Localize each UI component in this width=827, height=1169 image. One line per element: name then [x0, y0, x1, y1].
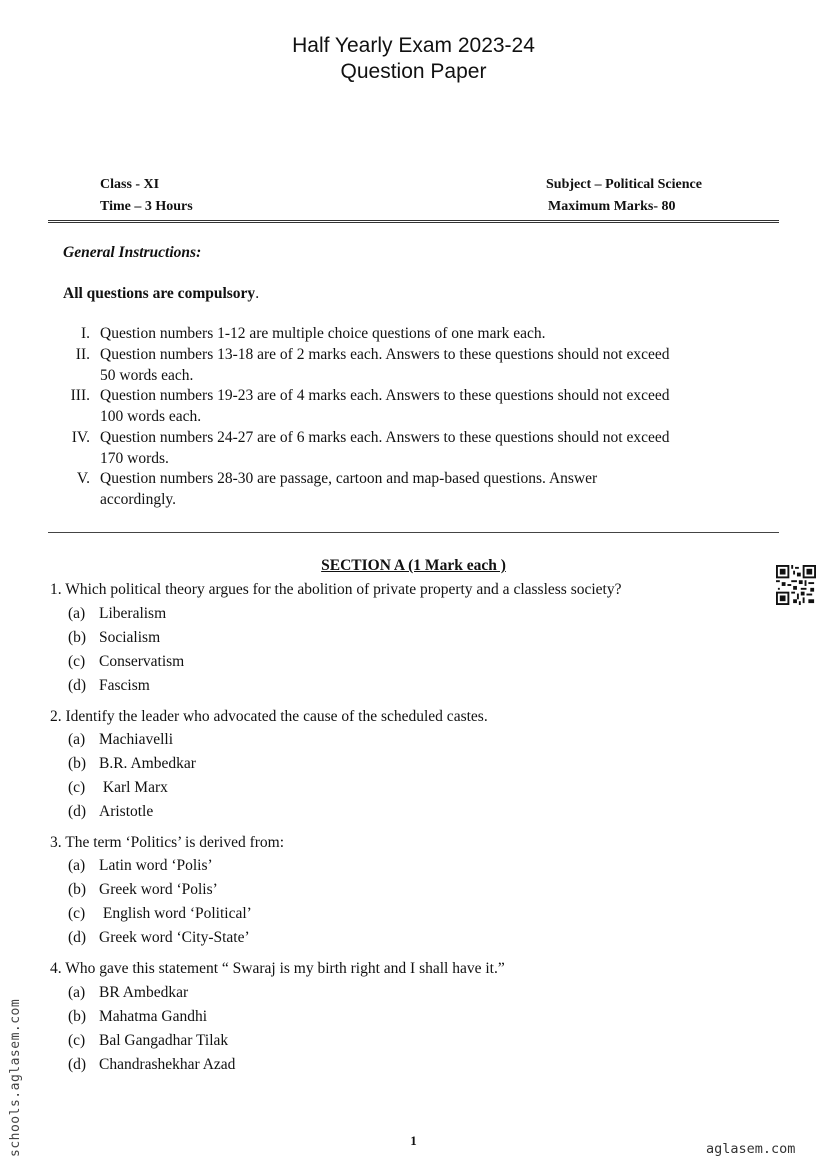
- option-text: B.R. Ambedkar: [99, 755, 196, 772]
- option-text: Bal Gangadhar Tilak: [99, 1032, 229, 1049]
- option: [68, 777, 168, 799]
- qr-code-icon: [776, 565, 816, 605]
- instruction-number: I.: [80, 325, 90, 342]
- option-text: English word ‘Political’: [99, 905, 252, 922]
- option-label: (b): [68, 629, 87, 646]
- option-label: (d): [68, 929, 87, 946]
- question-3: [50, 832, 770, 854]
- option: [68, 675, 150, 697]
- instruction-number: V.: [76, 470, 90, 487]
- instruction-text: accordingly.: [100, 491, 177, 508]
- page-number: 1: [410, 1133, 417, 1148]
- question-number: 4.: [50, 960, 62, 977]
- section-heading: SECTION A (1 Mark each ): [321, 557, 506, 574]
- title-line-1: Half Yearly Exam 2023-24: [292, 34, 535, 57]
- compulsory-note: [63, 285, 259, 303]
- option-text: BR Ambedkar: [99, 984, 189, 1001]
- option-text: Greek word ‘City-State’: [99, 929, 250, 946]
- option-text: Aristotle: [99, 803, 154, 820]
- option-label: (d): [68, 1056, 87, 1073]
- compulsory-bold: All questions are compulsory: [63, 285, 256, 302]
- instruction-number: III.: [70, 387, 90, 404]
- option-label: (a): [68, 984, 86, 1001]
- option: [68, 753, 196, 775]
- option-label: (b): [68, 1008, 87, 1025]
- option: [68, 927, 250, 949]
- class-label: Class - XI: [100, 177, 160, 192]
- compulsory-end: .: [255, 285, 260, 302]
- option-text: Greek word ‘Polis’: [99, 881, 218, 898]
- question-text: Which political theory argues for the abolition of private property and a classless society?: [65, 581, 622, 598]
- option-text: Mahatma Gandhi: [99, 1008, 208, 1025]
- instruction-text: 170 words.: [100, 450, 169, 467]
- time-label: Time – 3 Hours: [100, 199, 193, 214]
- option-label: (d): [68, 803, 87, 820]
- option: [68, 982, 188, 1004]
- question-number: 2.: [50, 708, 62, 725]
- option-text: Liberalism: [99, 605, 167, 622]
- instruction-text: Question numbers 28-30 are passage, cartoon and map-based questions. Answer: [100, 470, 598, 487]
- option: [68, 879, 218, 901]
- instruction-number: IV.: [71, 429, 90, 446]
- option-label: (a): [68, 605, 86, 622]
- max-marks-label: Maximum Marks- 80: [548, 199, 676, 214]
- option-label: (c): [68, 779, 86, 796]
- instruction-text: Question numbers 13-18 are of 2 marks each. Answers to these questions should not exceed: [100, 346, 670, 363]
- instructions-heading: General Instructions:: [63, 244, 202, 261]
- option: [68, 801, 153, 823]
- option-text: Conservatism: [99, 653, 185, 670]
- instructions-divider: [48, 532, 779, 533]
- option: [68, 603, 166, 625]
- question-text: Identify the leader who advocated the cause of the scheduled castes.: [65, 708, 488, 725]
- option-text: Chandrashekhar Azad: [99, 1056, 236, 1073]
- instruction-text: 50 words each.: [100, 367, 194, 384]
- instruction-text: Question numbers 19-23 are of 4 marks each. Answers to these questions should not exceed: [100, 387, 670, 404]
- instruction-number: II.: [75, 346, 90, 363]
- instruction-item: [60, 427, 780, 469]
- option-text: Karl Marx: [99, 779, 168, 796]
- title-line-2: Question Paper: [340, 60, 487, 83]
- option: [68, 729, 173, 751]
- option-label: (c): [68, 653, 86, 670]
- option-label: (a): [68, 857, 86, 874]
- option-text: Fascism: [99, 677, 150, 694]
- question-number: 1.: [50, 581, 62, 598]
- option-text: Socialism: [99, 629, 161, 646]
- question-1: [50, 579, 770, 601]
- option-label: (b): [68, 881, 87, 898]
- option: [68, 627, 160, 649]
- header-divider: [48, 220, 779, 223]
- option: [68, 903, 252, 925]
- watermark-left: schools.aglasem.com: [8, 998, 23, 1157]
- instruction-item: [60, 385, 780, 427]
- question-text: The term ‘Politics’ is derived from:: [65, 834, 285, 851]
- option-label: (c): [68, 1032, 86, 1049]
- question-text: Who gave this statement “ Swaraj is my birth right and I shall have it.”: [65, 960, 505, 977]
- instruction-text: Question numbers 1-12 are multiple choice questions of one mark each.: [100, 325, 546, 342]
- option: [68, 1054, 235, 1076]
- question-2: [50, 706, 770, 728]
- option-label: (c): [68, 905, 86, 922]
- option: [68, 1030, 228, 1052]
- option: [68, 855, 213, 877]
- question-4: [50, 958, 770, 980]
- option-label: (d): [68, 677, 87, 694]
- option: [68, 1006, 207, 1028]
- option-label: (b): [68, 755, 87, 772]
- instruction-item: [60, 344, 780, 386]
- instruction-text: Question numbers 24-27 are of 6 marks each. Answers to these questions should not exceed: [100, 429, 670, 446]
- subject-label: Subject – Political Science: [546, 177, 702, 192]
- option: [68, 651, 184, 673]
- instruction-text: 100 words each.: [100, 408, 202, 425]
- option-text: Latin word ‘Polis’: [99, 857, 213, 874]
- option-label: (a): [68, 731, 86, 748]
- option-text: Machiavelli: [99, 731, 174, 748]
- instruction-item: [60, 323, 780, 344]
- watermark-right: aglasem.com: [706, 1141, 796, 1157]
- question-number: 3.: [50, 834, 62, 851]
- instruction-item: [60, 468, 780, 510]
